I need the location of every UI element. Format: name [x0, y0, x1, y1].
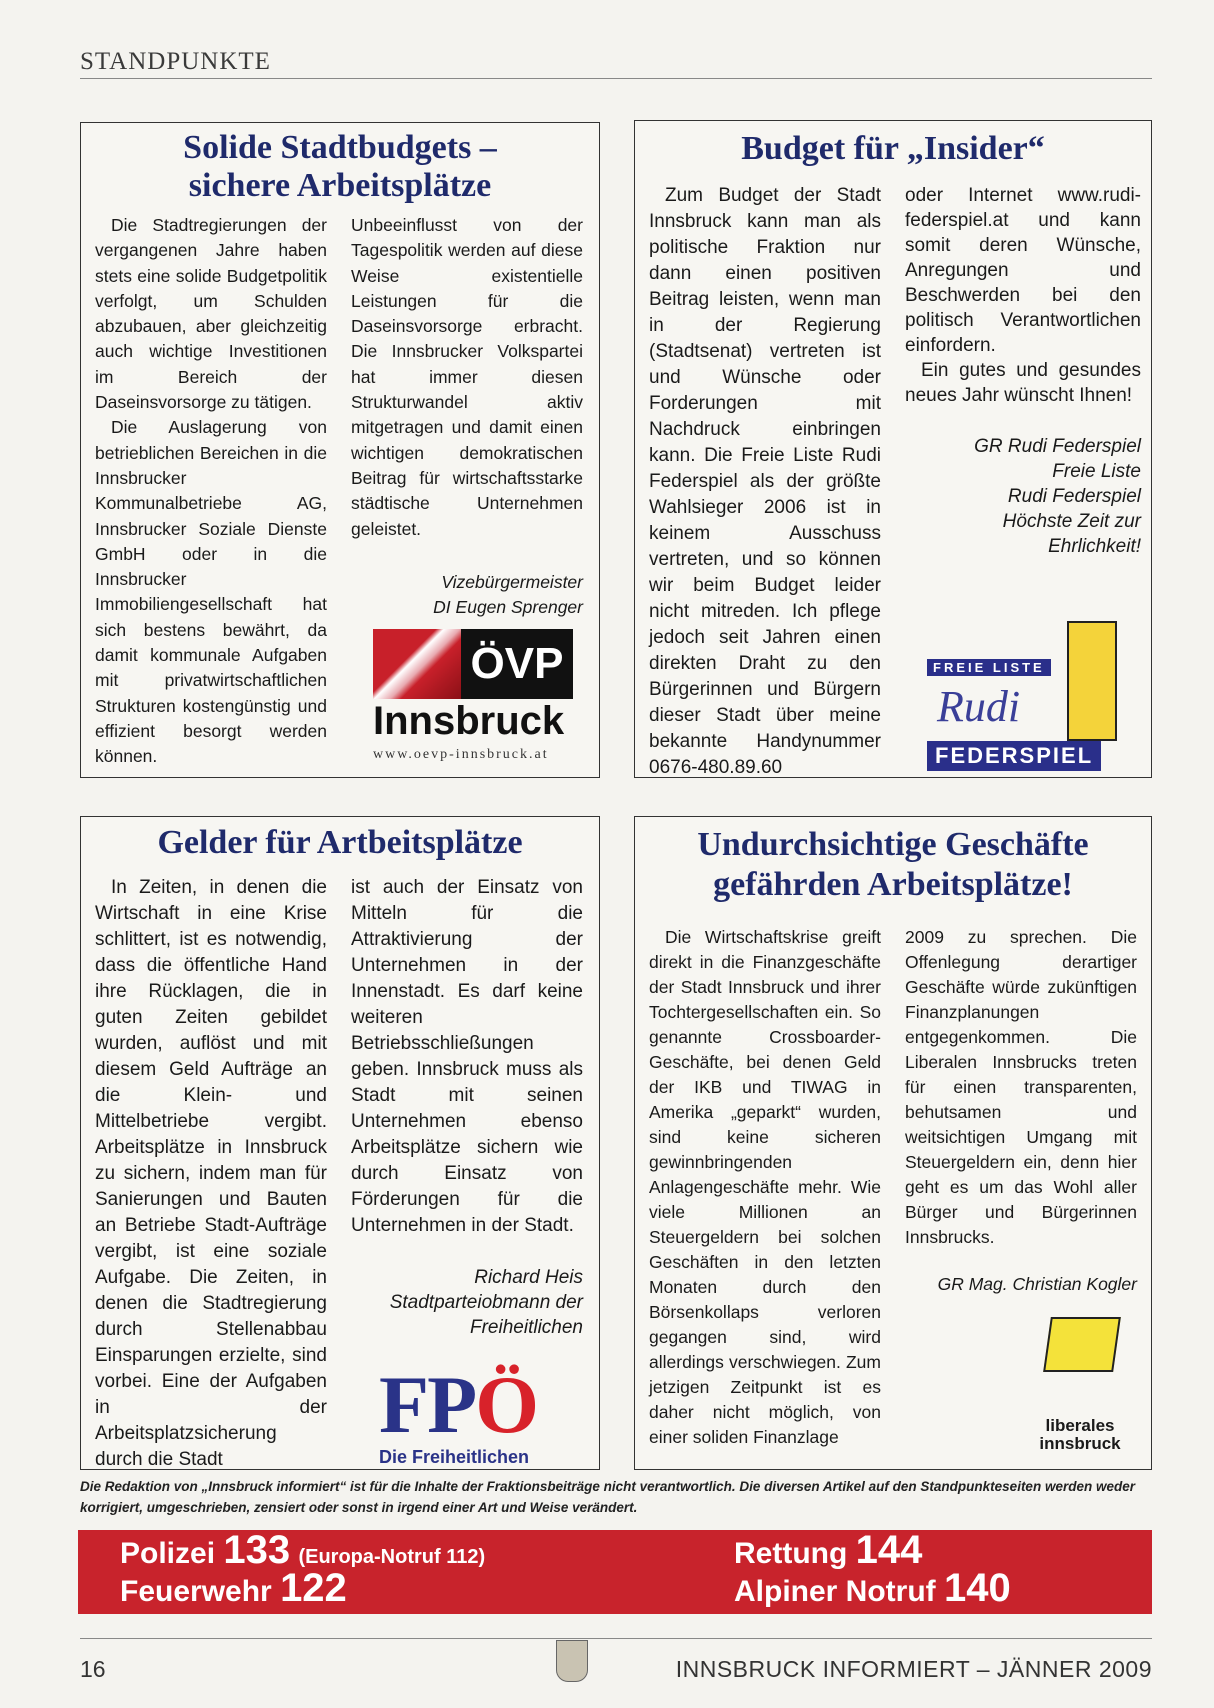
- article-freie-liste: [634, 120, 1152, 778]
- liberales-logo: liberales innsbruck: [1025, 1317, 1135, 1457]
- signature: GR Rudi Federspiel Freie Liste Rudi Federspiel Höchste Zeit zur Ehrlichkeit!: [974, 436, 1141, 557]
- building-icon: [1043, 1317, 1121, 1372]
- disclaimer: Die Redaktion von „Innsbruck informiert“ ist für die Inhalte der Fraktionsbeiträge nicht verantwortlich. Die diversen Artikel auf den Standpunkteseiten werden weder korrigiert, umgeschrieben, zensiert oder sonst in irgend einer Art und Weise verändert.: [80, 1479, 1135, 1515]
- signature: Richard Heis Stadtparteiobmann der Freiheitlichen: [389, 1267, 583, 1338]
- police-number: Polizei 133 (Europa-Notruf 112): [120, 1528, 486, 1572]
- page-number: 16: [80, 1656, 106, 1682]
- article-column-1: In Zeiten, in denen die Wirtschaft in eine Krise schlittert, ist es notwendig, dass die öffentliche Hand ihre Rücklagen, die in guten Zeiten gebildet wurden, auflöst und mit diesem Geld Aufträge an die Klein- und Mittelbetriebe vergibt. Arbeitsplätze in Innsbruck zu sichern, indem man für Sanierungen und Bauten an Betriebe Stadt-Aufträge vergibt, ist eine soziale Aufgabe. Die Zeiten, in denen die Stadtregierung durch Stellenabbau Einsparungen erzielte, sind vorbei. Eine der Aufgaben in der Arbeitsplatzsicherung durch die Stadt: [95, 877, 327, 1470]
- flag-icon: [373, 629, 461, 699]
- article-liberale: [634, 816, 1152, 1470]
- article-column-1: Die Wirtschaftskrise greift direkt in die Finanzgeschäfte der Stadt Innsbruck und ihrer Tochtergesellschaften ein. So genannte Crossboarder-Geschäfte, bei denen Geld der IKB und TIWAG in Amerika „geparkt“ wurden, sind keine sicheren gewinnbringenden Anlagengeschäfte mehr. Wie viele Millionen an Steuergeldern bei solchen Geschäften in den letzten Monaten durch den Börsenkollaps verloren gegangen sind, wird allerdings verschwiegen. Zum jetzigen Zeitpunkt ist es daher nicht möglich, von einer soliden Finanzlage: [649, 927, 881, 1447]
- rescue-number: Rettung 144: [734, 1528, 923, 1572]
- freie-liste-logo: FREIE LISTE Rudi FEDERSPIEL: [927, 621, 1127, 771]
- city-crest-icon: [556, 1640, 588, 1682]
- article-column-2: 2009 zu sprechen. Die Offenlegung derartiger Geschäfte würde zukünftigen Finanzplanungen entgegenkommen. Die Liberalen Innsbrucks treten für einen transparenten, behutsamen und weitsichtigen Umgang mit Steuergeldern ein, denn hier geht es um das Wohl aller Bürger und Bürgerinnen Innsbrucks. GR Mag. Christian Kogler: [905, 925, 1137, 1450]
- fpoe-logo: FPÖ Die Freiheitlichen: [379, 1359, 537, 1467]
- article-column-1: Die Stadtregierungen der vergangenen Jahre haben stets eine solide Budgetpolitik verfolgt, um Schulden abzubauen, aber gleichzeitig auch wichtige Investitionen im Bereich der Daseinsvorsorge zu tätigen. Die Auslagerung von betrieblichen Bereichen in die Innsbrucker Kommunalbetriebe AG, Innsbrucker Soziale Dienste GmbH oder in die Innsbrucker Immobiliengesellschaft hat sich bestens bewährt, da damit kommunale Aufgaben mit privatwirtschaftlichen Strukturen kostengünstig und effizient besorgt werden können.: [95, 215, 327, 767]
- article-column-1: Zum Budget der Stadt Innsbruck kann man als politische Fraktion nur dann einen positiven Beitrag leisten, wenn man in der Regierung (Stadtsenat) vertreten ist und Wünsche oder Forderungen mit Nachdruck einbringen kann. Die Freie Liste Rudi Federspiel als der größte Wahlsieger 2006 ist in keinem Ausschuss vertreten, und so können wir beim Budget leider nicht mitreden. Ich pflege jedoch seit Jahren einen direkten Draht zu den Bürgerinnen und Bürgern dieser Stadt über meine bekannte Handynummer 0676-480.89.60: [649, 185, 881, 778]
- section-header: STANDPUNKTE: [80, 48, 271, 75]
- article-column-2: Unbeeinflusst von der Tagespolitik werden auf diese Weise existentielle Leistungen für die Daseinsvorsorge erbracht. Die Innsbrucker Volkspartei hat immer diesen Strukturwandel aktiv mitgetragen und damit einen wichtigen demokratischen Beitrag für wirtschaftsstarke städtische Unternehmen geleistet. Vizebürgermeister DI Eugen Sprenger: [351, 213, 583, 770]
- fire-number: Feuerwehr 122: [120, 1566, 347, 1610]
- article-fpoe: [80, 816, 600, 1470]
- footer-title: INNSBRUCK INFORMIERT – JÄNNER 2009: [675, 1656, 1152, 1682]
- article-title: Budget für „Insider“: [741, 130, 1045, 167]
- header-rule: [80, 78, 1152, 79]
- alpine-number: Alpiner Notruf 140: [734, 1566, 1011, 1610]
- article-title: Gelder für Artbeitsplätze: [157, 824, 523, 861]
- signature: Vizebürgermeister DI Eugen Sprenger: [433, 571, 583, 617]
- oevp-logo: ÖVP Innsbruck www.oevp-innsbruck.at: [373, 629, 583, 769]
- article-column-2: ist auch der Einsatz von Mitteln für die Attraktivierung der Unternehmen in der Innenstadt. Es darf keine weiteren Betriebsschließungen geben. Innsbruck muss als Stadt mit seinen Unternehmen ebenso Arbeitsplätze sichern wie durch Einsatz von Förderungen für die Unternehmen in der Stadt. Richard Heis Stadtparteiobmann der Freiheitlichen: [351, 877, 583, 1338]
- article-title: Solide Stadtbudgets – sichere Arbeitsplätze: [183, 129, 497, 204]
- tower-icon: [1067, 621, 1117, 741]
- article-title: Undurchsichtige Geschäfte gefährden Arbeitsplätze!: [697, 826, 1089, 903]
- signature: GR Mag. Christian Kogler: [937, 1274, 1137, 1294]
- article-column-2: oder Internet www.rudi-federspiel.at und kann somit deren Wünsche, Anregungen und Beschwerden bei den politisch Verantwortlichen einfordern. Ein gutes und gesundes neues Jahr wünscht Ihnen! GR Rudi Federspiel Freie Liste Rudi Federspiel Höchste Zeit zur Ehrlichkeit!: [905, 185, 1141, 557]
- footer-rule: [80, 1638, 1152, 1639]
- article-oevp: [80, 122, 600, 778]
- emergency-banner: [78, 1530, 1152, 1614]
